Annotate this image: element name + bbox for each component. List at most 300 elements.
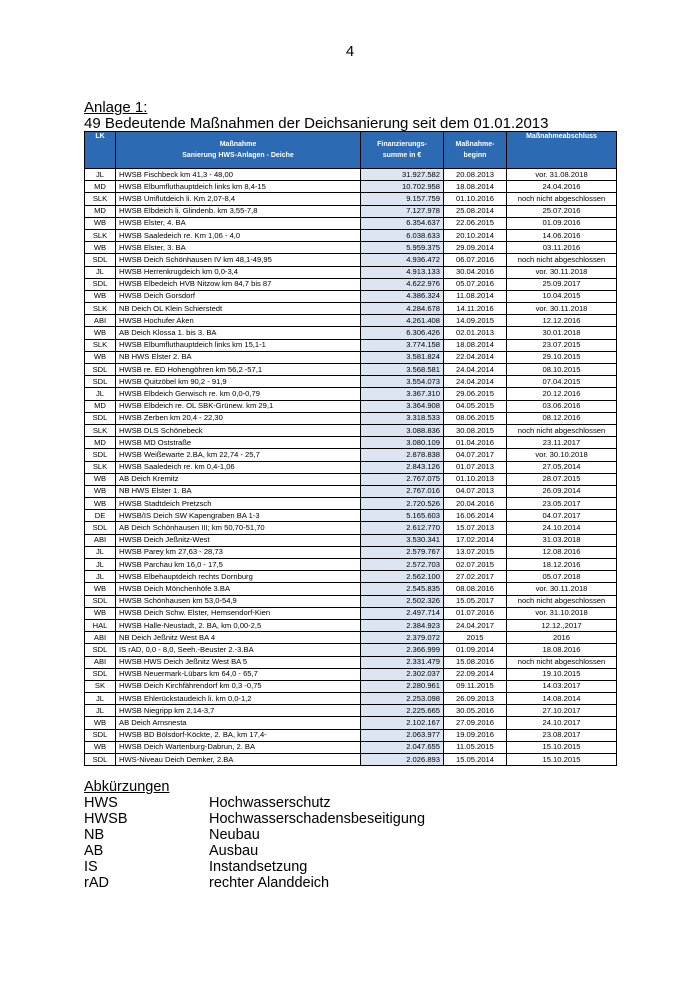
abbreviation-value: rechter Alanddeich (209, 875, 330, 891)
cell-abschluss: 07.04.2015 (507, 376, 617, 388)
table-header (85, 132, 617, 169)
abbreviation-key: AB (84, 843, 104, 859)
cell-abschluss: 23.07.2015 (507, 339, 617, 351)
cell-massnahme: HWSB Ehlerückstaudeich li. km 0,0-1,2 (116, 693, 361, 705)
cell-abschluss: vor. 30.10.2018 (507, 449, 617, 461)
table-row (85, 571, 617, 583)
cell-summe: 3.581.824 (361, 351, 444, 363)
cell-lk: WB (85, 217, 116, 229)
cell-beginn: 01.04.2016 (444, 437, 507, 449)
cell-massnahme: HWSB Elbdeich re. OL SBK-Grünew. km 29,1 (116, 400, 361, 412)
abbreviation-value: Neubau (209, 827, 260, 843)
cell-beginn: 30.05.2016 (444, 705, 507, 717)
cell-beginn: 29.06.2015 (444, 388, 507, 400)
cell-lk: SLK (85, 229, 116, 241)
cell-summe: 3.554.073 (361, 376, 444, 388)
cell-beginn: 22.09.2014 (444, 668, 507, 680)
cell-beginn: 02.01.2013 (444, 327, 507, 339)
heading (84, 100, 548, 132)
cell-lk: DE (85, 510, 116, 522)
table-row (85, 729, 617, 741)
cell-abschluss: noch nicht abgeschlossen (507, 193, 617, 205)
table-row (85, 510, 617, 522)
table-row (85, 424, 617, 436)
header-massnahme (116, 132, 361, 169)
header-beginn (444, 132, 507, 169)
table-row (85, 315, 617, 327)
cell-massnahme: IS rAD, 0,0 - 8,0, Seeh.-Beuster 2.-3.BA (116, 644, 361, 656)
cell-beginn: 19.09.2016 (444, 729, 507, 741)
cell-massnahme: NB Deich OL Klein Schierstedt (116, 303, 361, 315)
table-row (85, 278, 617, 290)
table-row (85, 388, 617, 400)
cell-beginn: 20.10.2014 (444, 229, 507, 241)
table-row (85, 205, 617, 217)
cell-abschluss: 03.06.2016 (507, 400, 617, 412)
cell-abschluss: noch nicht abgeschlossen (507, 254, 617, 266)
cell-summe: 2.545.835 (361, 583, 444, 595)
cell-summe: 4.622.976 (361, 278, 444, 290)
table-row (85, 193, 617, 205)
cell-summe: 2.026.893 (361, 754, 444, 766)
abbreviation-item (84, 875, 425, 891)
cell-summe: 4.936.472 (361, 254, 444, 266)
cell-summe: 5.165.603 (361, 510, 444, 522)
cell-lk: WB (85, 498, 116, 510)
table-body (85, 169, 617, 766)
cell-massnahme: AB Deich Kremitz (116, 473, 361, 485)
cell-massnahme: HWS-Niveau Deich Demker, 2.BA (116, 754, 361, 766)
cell-lk: MD (85, 400, 116, 412)
cell-abschluss: vor. 31.08.2018 (507, 169, 617, 181)
table-row (85, 327, 617, 339)
cell-beginn: 02.07.2015 (444, 559, 507, 571)
cell-beginn: 04.07.2017 (444, 449, 507, 461)
cell-massnahme: HWSB/IS Deich SW Kapengraben BA 1-3 (116, 510, 361, 522)
cell-summe: 2.767.016 (361, 485, 444, 497)
table-row (85, 644, 617, 656)
cell-abschluss: 2016 (507, 632, 617, 644)
cell-lk: WB (85, 351, 116, 363)
abbreviation-item (84, 795, 425, 811)
cell-lk: JL (85, 705, 116, 717)
cell-massnahme: HWSB re. ED Hohengöhren km 56,2 -57,1 (116, 364, 361, 376)
cell-beginn: 14.09.2015 (444, 315, 507, 327)
cell-lk: MD (85, 205, 116, 217)
cell-beginn: 26.09.2013 (444, 693, 507, 705)
cell-summe: 2.253.098 (361, 693, 444, 705)
cell-lk: SLK (85, 461, 116, 473)
cell-lk: SDL (85, 754, 116, 766)
cell-beginn: 08.08.2016 (444, 583, 507, 595)
cell-abschluss: 29.10.2015 (507, 351, 617, 363)
header-massnahme-line2: Sanierung HWS-Anlagen - Deiche (182, 151, 294, 159)
cell-beginn: 09.11.2015 (444, 680, 507, 692)
table-row (85, 303, 617, 315)
table-row (85, 656, 617, 668)
cell-summe: 2.047.655 (361, 741, 444, 753)
measures-table (84, 131, 617, 766)
cell-beginn: 01.09.2014 (444, 644, 507, 656)
cell-abschluss: 04.07.2017 (507, 510, 617, 522)
cell-abschluss: 25.07.2016 (507, 205, 617, 217)
cell-beginn: 01.10.2013 (444, 473, 507, 485)
cell-massnahme: HWSB Elster, 3. BA (116, 242, 361, 254)
cell-summe: 3.088.836 (361, 424, 444, 436)
table-row (85, 680, 617, 692)
cell-abschluss: noch nicht abgeschlossen (507, 595, 617, 607)
cell-beginn: 15.05.2014 (444, 754, 507, 766)
page-number: 4 (345, 43, 355, 60)
cell-massnahme: HWSB Herrenkrugdeich km 0,0-3,4 (116, 266, 361, 278)
abbreviation-key: NB (84, 827, 105, 843)
cell-massnahme: HWSB Elster, 4. BA (116, 217, 361, 229)
table-row (85, 217, 617, 229)
cell-summe: 2.366.999 (361, 644, 444, 656)
header-summe (361, 132, 444, 169)
cell-beginn: 11.08.2014 (444, 290, 507, 302)
cell-summe: 4.913.133 (361, 266, 444, 278)
table-row (85, 668, 617, 680)
cell-abschluss: 23.05.2017 (507, 498, 617, 510)
cell-summe: 2.878.838 (361, 449, 444, 461)
cell-beginn: 16.06.2014 (444, 510, 507, 522)
cell-lk: SK (85, 680, 116, 692)
table-row (85, 717, 617, 729)
abbreviation-item (84, 811, 425, 827)
cell-summe: 2.302.037 (361, 668, 444, 680)
cell-lk: WB (85, 717, 116, 729)
table-row (85, 181, 617, 193)
cell-beginn: 05.07.2016 (444, 278, 507, 290)
cell-beginn: 15.07.2013 (444, 522, 507, 534)
table-row (85, 632, 617, 644)
header-beginn-line1: Maßnahme- (455, 140, 495, 148)
cell-massnahme: HWSB Elbedeich HVB Nitzow km 84,7 bis 87 (116, 278, 361, 290)
table-row (85, 242, 617, 254)
cell-abschluss: 18.08.2016 (507, 644, 617, 656)
cell-beginn: 01.10.2016 (444, 193, 507, 205)
cell-abschluss: noch nicht abgeschlossen (507, 424, 617, 436)
table-row (85, 169, 617, 181)
cell-lk: MD (85, 181, 116, 193)
cell-lk: WB (85, 607, 116, 619)
cell-summe: 3.318.533 (361, 412, 444, 424)
cell-massnahme: HWSB Halle-Neustadt, 2. BA, km 0,00-2,5 (116, 619, 361, 631)
cell-abschluss: 14.06.2016 (507, 229, 617, 241)
cell-massnahme: HWSB Parey km 27,63 - 28,73 (116, 546, 361, 558)
cell-lk: ABI (85, 315, 116, 327)
table-row (85, 693, 617, 705)
cell-massnahme: HWSB Saaledeich re. Km 1,06 - 4,0 (116, 229, 361, 241)
abbreviation-key: rAD (84, 875, 109, 891)
cell-massnahme: NB Deich Jeßnitz West BA 4 (116, 632, 361, 644)
cell-massnahme: HWSB Elbehauptdeich rechts Dornburg (116, 571, 361, 583)
cell-summe: 2.497.714 (361, 607, 444, 619)
cell-massnahme: HWSB MD Oststraße (116, 437, 361, 449)
abbreviation-item (84, 859, 425, 875)
cell-massnahme: HWSB Hochufer Aken (116, 315, 361, 327)
cell-beginn: 24.04.2017 (444, 619, 507, 631)
cell-lk: SDL (85, 364, 116, 376)
table-row (85, 619, 617, 631)
table-row (85, 498, 617, 510)
cell-abschluss: 27.10.2017 (507, 705, 617, 717)
cell-massnahme: HWSB Quitzöbel km 90,2 - 91,9 (116, 376, 361, 388)
cell-abschluss: 12.12.2016 (507, 315, 617, 327)
cell-summe: 10.702.958 (361, 181, 444, 193)
cell-summe: 3.080.109 (361, 437, 444, 449)
cell-abschluss: 25.09.2017 (507, 278, 617, 290)
cell-abschluss: 19.10.2015 (507, 668, 617, 680)
cell-massnahme: AB Deich Klossa 1. bis 3. BA (116, 327, 361, 339)
table-row (85, 290, 617, 302)
cell-lk: SDL (85, 449, 116, 461)
cell-abschluss: vor. 30.11.2018 (507, 266, 617, 278)
cell-abschluss: 14.03.2017 (507, 680, 617, 692)
table-row (85, 437, 617, 449)
table-row (85, 534, 617, 546)
abbreviation-key: HWS (84, 795, 118, 811)
cell-summe: 5.959.375 (361, 242, 444, 254)
cell-summe: 3.367.310 (361, 388, 444, 400)
cell-summe: 4.386.324 (361, 290, 444, 302)
cell-massnahme: HWSB BD Bölsdorf-Köckte, 2. BA, km 17,4- (116, 729, 361, 741)
table-row (85, 364, 617, 376)
cell-abschluss: 15.10.2015 (507, 754, 617, 766)
cell-summe: 2.720.526 (361, 498, 444, 510)
cell-massnahme: HWSB Saaledeich re. km 0,4-1,06 (116, 461, 361, 473)
cell-summe: 2.572.703 (361, 559, 444, 571)
cell-summe: 31.927.582 (361, 169, 444, 181)
cell-beginn: 15.08.2016 (444, 656, 507, 668)
cell-beginn: 04.07.2013 (444, 485, 507, 497)
cell-massnahme: HWSB Deich Schw. Elster, Hemsendorf-Kien (116, 607, 361, 619)
cell-beginn: 25.08.2014 (444, 205, 507, 217)
cell-lk: WB (85, 485, 116, 497)
table-row (85, 546, 617, 558)
cell-abschluss: 24.10.2014 (507, 522, 617, 534)
cell-lk: WB (85, 327, 116, 339)
cell-lk: ABI (85, 534, 116, 546)
cell-massnahme: HWSB HWS Deich Jeßnitz West BA 5 (116, 656, 361, 668)
cell-summe: 3.568.581 (361, 364, 444, 376)
cell-beginn: 20.04.2016 (444, 498, 507, 510)
cell-massnahme: HWSB Stadtdeich Pretzsch (116, 498, 361, 510)
cell-summe: 6.354.637 (361, 217, 444, 229)
cell-massnahme: NB HWS Elster 1. BA (116, 485, 361, 497)
table-row (85, 485, 617, 497)
cell-lk: WB (85, 290, 116, 302)
cell-summe: 2.502.326 (361, 595, 444, 607)
cell-massnahme: AB Deich Arnsnesta (116, 717, 361, 729)
cell-abschluss: 24.04.2016 (507, 181, 617, 193)
cell-summe: 2.280.961 (361, 680, 444, 692)
cell-beginn: 27.09.2016 (444, 717, 507, 729)
cell-lk: SDL (85, 254, 116, 266)
cell-lk: SDL (85, 278, 116, 290)
cell-abschluss: 12.12.,2017 (507, 619, 617, 631)
cell-lk: WB (85, 583, 116, 595)
abbreviation-key: IS (84, 859, 98, 875)
table-row (85, 266, 617, 278)
abbreviation-item (84, 843, 425, 859)
cell-massnahme: HWSB Neuermark-Lübars km 64,0 - 65,7 (116, 668, 361, 680)
cell-lk: SDL (85, 412, 116, 424)
cell-summe: 3.774.158 (361, 339, 444, 351)
cell-massnahme: HWSB Deich Jeßnitz-West (116, 534, 361, 546)
table-row (85, 412, 617, 424)
abbreviations-section (84, 779, 425, 891)
cell-lk: SLK (85, 303, 116, 315)
cell-beginn: 29.09.2014 (444, 242, 507, 254)
cell-summe: 3.364.908 (361, 400, 444, 412)
abbreviation-value: Instandsetzung (209, 859, 308, 875)
cell-lk: SDL (85, 729, 116, 741)
cell-beginn: 30.08.2015 (444, 424, 507, 436)
table-row (85, 583, 617, 595)
cell-beginn: 30.04.2016 (444, 266, 507, 278)
cell-summe: 6.306.426 (361, 327, 444, 339)
cell-massnahme: HWSB Parchau km 16,0 - 17,5 (116, 559, 361, 571)
cell-abschluss: 08.10.2015 (507, 364, 617, 376)
cell-massnahme: HWSB DLS Schönebeck (116, 424, 361, 436)
cell-summe: 7.127.978 (361, 205, 444, 217)
cell-beginn: 08.06.2015 (444, 412, 507, 424)
table-row (85, 754, 617, 766)
abbreviation-key: HWSB (84, 811, 128, 827)
cell-abschluss: 27.05.2014 (507, 461, 617, 473)
cell-beginn: 01.07.2016 (444, 607, 507, 619)
header-summe-line1: Finanzierungs- (377, 140, 427, 148)
cell-lk: ABI (85, 632, 116, 644)
cell-abschluss: 28.07.2015 (507, 473, 617, 485)
cell-beginn: 18.08.2014 (444, 339, 507, 351)
cell-beginn: 22.04.2014 (444, 351, 507, 363)
cell-abschluss: 20.12.2016 (507, 388, 617, 400)
cell-summe: 2.562.100 (361, 571, 444, 583)
cell-lk: WB (85, 741, 116, 753)
cell-massnahme: AB Deich Schönhausen III; km 50,70-51,70 (116, 522, 361, 534)
cell-massnahme: HWSB Deich Schönhausen IV km 48,1-49,95 (116, 254, 361, 266)
cell-lk: WB (85, 242, 116, 254)
header-summe-line2: summe in € (382, 151, 422, 159)
cell-beginn: 24.04.2014 (444, 376, 507, 388)
cell-beginn: 04.05.2015 (444, 400, 507, 412)
cell-lk: SDL (85, 376, 116, 388)
abbreviations-title: Abkürzungen (84, 779, 170, 795)
cell-abschluss: 30.01.2018 (507, 327, 617, 339)
table-row (85, 400, 617, 412)
cell-lk: SLK (85, 424, 116, 436)
cell-lk: WB (85, 473, 116, 485)
cell-massnahme: HWSB Elbumfluthauptdeich links km 15,1-1 (116, 339, 361, 351)
cell-beginn: 24.04.2014 (444, 364, 507, 376)
cell-summe: 2.331.479 (361, 656, 444, 668)
cell-beginn: 27.02.2017 (444, 571, 507, 583)
cell-abschluss: vor. 30.11.2018 (507, 303, 617, 315)
cell-beginn: 06.07.2016 (444, 254, 507, 266)
abbreviations-list (84, 795, 425, 891)
cell-beginn: 01.07.2013 (444, 461, 507, 473)
cell-abschluss: 23.11.2017 (507, 437, 617, 449)
cell-massnahme: HWSB Deich Mönchenhöfe 3.BA (116, 583, 361, 595)
table-row (85, 229, 617, 241)
cell-summe: 6.038.633 (361, 229, 444, 241)
cell-lk: JL (85, 693, 116, 705)
cell-lk: JL (85, 388, 116, 400)
cell-beginn: 15.05.2017 (444, 595, 507, 607)
abbreviation-value: Hochwasserschutz (209, 795, 331, 811)
cell-lk: JL (85, 571, 116, 583)
header-lk: LK (85, 132, 116, 169)
table-row (85, 595, 617, 607)
cell-massnahme: HWSB Elbumfluthauptdeich links km 8,4-15 (116, 181, 361, 193)
cell-massnahme: HWSB Deich Gorsdorf (116, 290, 361, 302)
cell-summe: 3.530.341 (361, 534, 444, 546)
cell-summe: 2.063.977 (361, 729, 444, 741)
table-row (85, 705, 617, 717)
table-row (85, 461, 617, 473)
header-massnahme-line1: Maßnahme (219, 140, 257, 148)
cell-massnahme: HWSB Deich Wartenburg-Dabrun, 2. BA (116, 741, 361, 753)
cell-massnahme: NB HWS Elster 2. BA (116, 351, 361, 363)
cell-beginn: 20.08.2013 (444, 169, 507, 181)
table-row (85, 473, 617, 485)
cell-lk: SDL (85, 668, 116, 680)
cell-summe: 2.102.167 (361, 717, 444, 729)
cell-abschluss: 10.04.2015 (507, 290, 617, 302)
cell-summe: 2.612.770 (361, 522, 444, 534)
cell-lk: SLK (85, 193, 116, 205)
cell-beginn: 22.06.2015 (444, 217, 507, 229)
cell-abschluss: 05.07.2018 (507, 571, 617, 583)
cell-abschluss: 01.09.2016 (507, 217, 617, 229)
cell-summe: 2.843.126 (361, 461, 444, 473)
cell-massnahme: HWSB Niegripp km 2,14-3,7 (116, 705, 361, 717)
cell-lk: JL (85, 546, 116, 558)
cell-beginn: 18.08.2014 (444, 181, 507, 193)
cell-lk: SDL (85, 595, 116, 607)
cell-beginn: 11.05.2015 (444, 741, 507, 753)
cell-abschluss: vor. 31.10.2018 (507, 607, 617, 619)
cell-massnahme: HWSB Fischbeck km 41,3 - 48,00 (116, 169, 361, 181)
cell-abschluss: 15.10.2015 (507, 741, 617, 753)
cell-massnahme: HWSB Zerben km 20,4 - 22,30 (116, 412, 361, 424)
page-title: 49 Bedeutende Maßnahmen der Deichsanierung seit dem 01.01.2013 (84, 115, 549, 132)
cell-beginn: 14.11.2016 (444, 303, 507, 315)
cell-lk: JL (85, 559, 116, 571)
cell-massnahme: HWSB Elbdeich li. Glindenb. km 3,55-7,8 (116, 205, 361, 217)
cell-summe: 9.157.759 (361, 193, 444, 205)
table-row (85, 376, 617, 388)
cell-abschluss: 03.11.2016 (507, 242, 617, 254)
cell-lk: ABI (85, 656, 116, 668)
abbreviation-value: Ausbau (209, 843, 259, 859)
cell-abschluss: vor. 30.11.2018 (507, 583, 617, 595)
cell-summe: 2.579.767 (361, 546, 444, 558)
cell-massnahme: HWSB Schönhausen km 53,0-54,9 (116, 595, 361, 607)
table-row (85, 741, 617, 753)
cell-lk: MD (85, 437, 116, 449)
cell-abschluss: 08.12.2016 (507, 412, 617, 424)
header-abschluss: Maßnahmeabschluss (507, 132, 617, 169)
cell-lk: SDL (85, 522, 116, 534)
cell-summe: 2.225.665 (361, 705, 444, 717)
table-row (85, 522, 617, 534)
cell-lk: SLK (85, 339, 116, 351)
anlage-label: Anlage 1: (84, 99, 148, 116)
